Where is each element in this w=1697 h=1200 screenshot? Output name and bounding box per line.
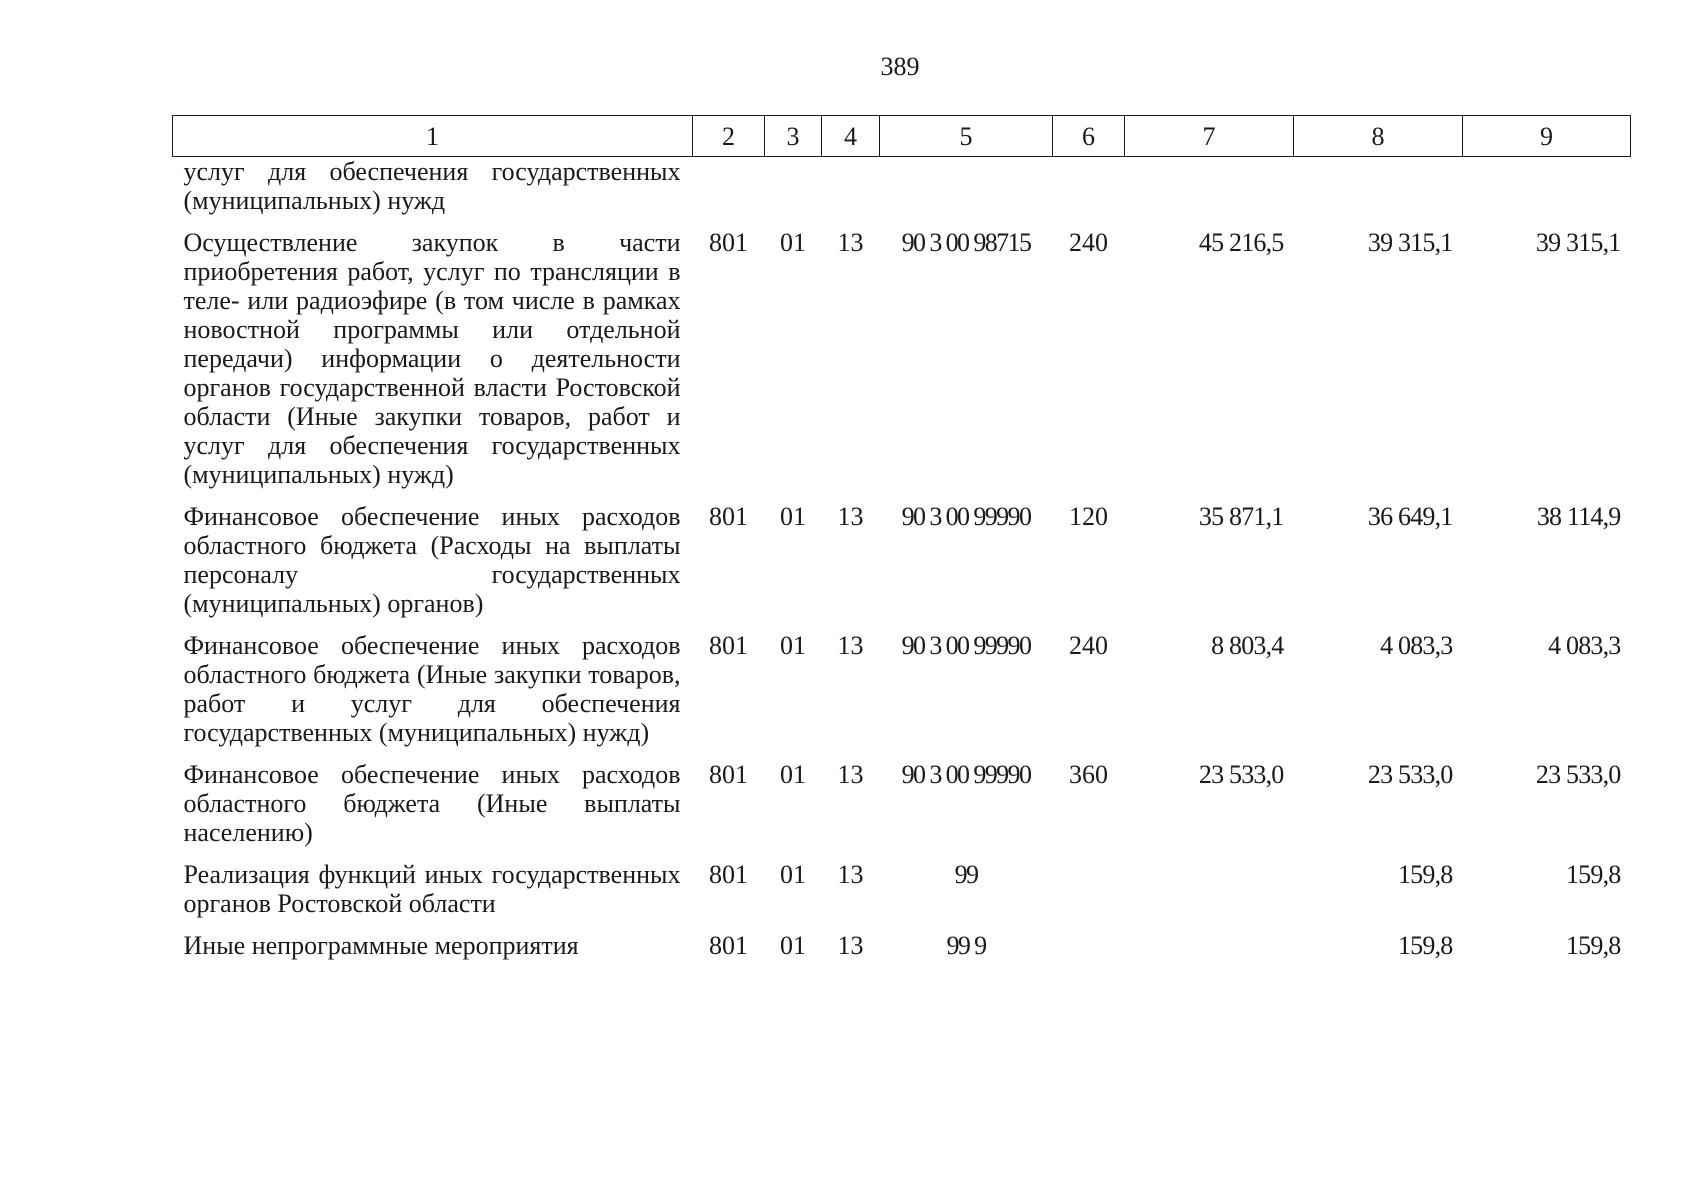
row-csr: 99 9 <box>946 931 986 960</box>
column-header-5: 5 <box>880 116 1053 157</box>
row-year-3: 39 315,1 <box>1535 228 1621 257</box>
row-year-2: 159,8 <box>1397 931 1453 960</box>
row-year-1: 23 533,0 <box>1198 760 1284 789</box>
row-year-2: 36 649,1 <box>1367 502 1453 531</box>
row-year-2: 39 315,1 <box>1367 228 1453 257</box>
row-rz: 01 <box>780 228 806 257</box>
row-ved <box>693 157 765 229</box>
row-csr: 90 3 00 99990 <box>901 760 1031 789</box>
row-year-3: 38 114,9 <box>1536 502 1621 531</box>
row-vr: 240 <box>1069 228 1108 257</box>
row-description: Осуществление закупок в части приобретения работ, услуг по трансляции в теле- или радиоэфире (в том числе в рамках новостной программы или отдельной передачи) информации о деятельности органов государственной власти Ростовской области (Иные закупки товаров, работ и услуг для обеспечения государственных (муниципальных) нужд) <box>183 228 681 489</box>
row-rz: 01 <box>780 502 806 531</box>
row-ved: 801 <box>709 228 748 257</box>
table-row <box>173 502 1631 631</box>
row-year-1 <box>1125 931 1294 973</box>
row-year-1 <box>1125 860 1294 931</box>
table-row <box>173 157 1631 229</box>
header-row <box>173 116 1631 157</box>
row-ved: 801 <box>709 760 748 789</box>
row-description: Финансовое обеспечение иных расходов областного бюджета (Иные выплаты населению) <box>183 760 681 847</box>
row-rz: 01 <box>780 760 806 789</box>
row-year-3: 23 533,0 <box>1535 760 1621 789</box>
table-header <box>173 116 1631 157</box>
row-vr <box>1053 931 1125 973</box>
row-rz: 01 <box>780 931 806 960</box>
row-year-3: 4 083,3 <box>1548 631 1621 660</box>
row-rz: 01 <box>780 860 806 889</box>
table-row <box>173 760 1631 860</box>
row-description: Финансовое обеспечение иных расходов областного бюджета (Расходы на выплаты персоналу государственных (муниципальных) органов) <box>183 502 681 618</box>
row-ved: 801 <box>709 860 748 889</box>
page-number: 389 <box>880 52 920 81</box>
row-description: Реализация функций иных государственных органов Ростовской области <box>183 860 681 918</box>
column-header-9: 9 <box>1463 116 1631 157</box>
row-ved: 801 <box>709 931 748 960</box>
row-ved: 801 <box>709 502 748 531</box>
row-pr: 13 <box>837 631 864 660</box>
table-row <box>173 228 1631 502</box>
row-pr: 13 <box>837 760 864 789</box>
row-csr <box>880 157 1053 229</box>
column-header-1: 1 <box>173 116 693 157</box>
row-year-3: 159,8 <box>1565 860 1621 889</box>
table-row <box>173 931 1631 973</box>
row-rz: 01 <box>780 631 806 660</box>
row-description: Иные непрограммные мероприятия <box>183 931 579 960</box>
row-rz <box>765 157 822 229</box>
table-row <box>173 631 1631 760</box>
row-year-1: 35 871,1 <box>1198 502 1284 531</box>
row-vr <box>1053 157 1125 229</box>
row-vr: 240 <box>1069 631 1108 660</box>
row-description: Финансовое обеспечение иных расходов областного бюджета (Иные закупки товаров, работ и услуг для обеспечения государственных (муниципальных) нужд) <box>183 631 681 747</box>
column-header-2: 2 <box>693 116 765 157</box>
column-header-7: 7 <box>1125 116 1294 157</box>
column-header-6: 6 <box>1053 116 1125 157</box>
row-vr: 360 <box>1069 760 1108 789</box>
row-year-1: 45 216,5 <box>1198 228 1284 257</box>
row-vr: 120 <box>1069 502 1108 531</box>
row-csr: 99 <box>954 860 978 889</box>
row-csr: 90 3 00 99990 <box>901 502 1031 531</box>
row-year-2: 4 083,3 <box>1380 631 1453 660</box>
table-body <box>173 157 1631 974</box>
row-csr: 90 3 00 98715 <box>901 228 1031 257</box>
column-header-3: 3 <box>765 116 822 157</box>
row-year-1: 8 803,4 <box>1211 631 1284 660</box>
row-pr: 13 <box>837 228 864 257</box>
row-pr: 13 <box>837 860 864 889</box>
row-description: услуг для обеспечения государственных (муниципальных) нужд <box>183 157 681 215</box>
column-header-4: 4 <box>822 116 880 157</box>
row-year-2: 159,8 <box>1397 860 1453 889</box>
row-year-3: 159,8 <box>1565 931 1621 960</box>
table-row <box>173 860 1631 931</box>
row-ved: 801 <box>709 631 748 660</box>
row-pr <box>822 157 880 229</box>
row-vr <box>1053 860 1125 931</box>
row-csr: 90 3 00 99990 <box>901 631 1031 660</box>
budget-table <box>172 115 1631 973</box>
row-year-1 <box>1125 157 1294 229</box>
row-year-3 <box>1463 157 1631 229</box>
row-pr: 13 <box>837 931 864 960</box>
row-pr: 13 <box>837 502 864 531</box>
column-header-8: 8 <box>1294 116 1463 157</box>
row-year-2: 23 533,0 <box>1367 760 1453 789</box>
row-year-2 <box>1294 157 1463 229</box>
